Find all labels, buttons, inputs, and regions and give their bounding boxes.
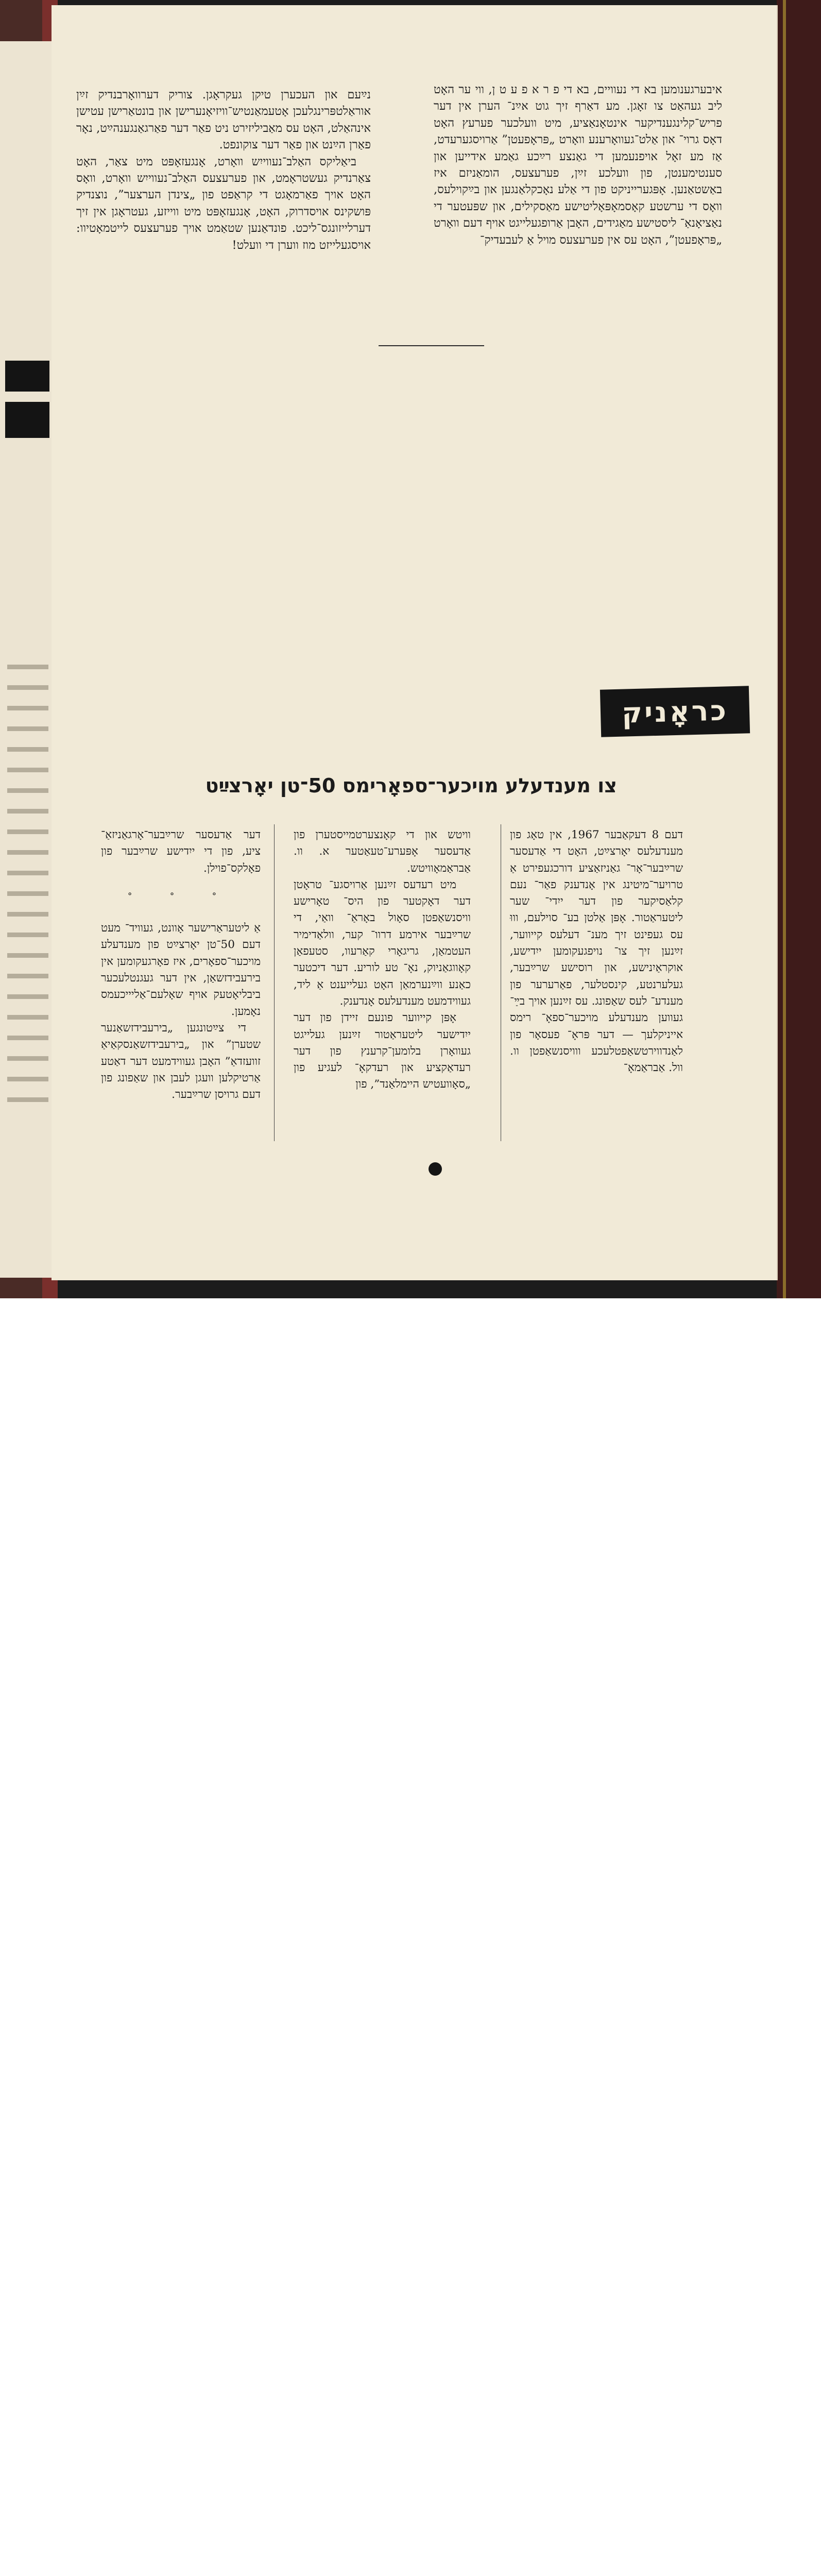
top-column-right — [434, 81, 722, 248]
facing-headline-block — [5, 402, 49, 438]
facing-text-line — [7, 706, 48, 710]
chronicle-column-left — [101, 827, 261, 1103]
facing-text-line — [7, 891, 48, 896]
facing-text-line — [7, 1097, 48, 1102]
article-headline: צו מענדעלע מויכער־ספאָרימס 50־טן יאָרצײַט — [205, 774, 617, 797]
section-divider — [379, 345, 484, 346]
facing-text-line — [7, 1015, 48, 1020]
paragraph: ביאַליקס האַלב־נעווייִש וואָרט, אָנגעזאָפּט מיט צאַר, האָט צאַרנדיק געשטראָמט, און פערעצעס האַלב־נעווייִש וואָרט, וואָס האָט אויך פאַרמאָגט די קראַפט פון „צינדן הערצער”, נוצנדיק פּושקינס אויסדרוק, האָט, אָנגעזאָפּט מיט ווייזע, געטראָגן אין זיך דערלייזונגס־ליכט. פונדאַנען שטאַמט אויך פערעצעס לייטמאָטיוו: אויסגעלייזט מוז ווערן די וועלט! — [76, 155, 371, 252]
paragraph: דעם 8 דעקאַבער 1967, אין טאָג פון מענדעלעס יאָרצײַט, האָט די אַדעסער שרײַבער־אָר־ גאַניזאַציע דורכגעפירט אַ טרויער־מיטינג אין אָנדענק פאַר־ נעם קלאַסיקער פון דער ייִדי־ שער ליטעראַטור. אָפּן אַלטן בע־ סוילעם, וווּ עס געפינט זיך מענ־ דעלעס קייווער, זײַנען זיך צו־ נויפגעקומען ייִדישע, אוקראַיִנישע, און רוסישע שרײַבער, געלערנטע, קינסטלער, פאַרערער פון מענדע־ לעס שאַפונג. עס זײַנען אויך בײַ־ געווען מענדעלע מויכער־ספאָ־ רימס אייניקלעך — דער פּראָ־ פעסאָר פון לאַנדווירטשאַפטלעכע ווויסנשאַפטן וו. וול. אַבראַמאָ־ — [510, 828, 683, 1075]
facing-text-line — [7, 994, 48, 999]
facing-text-line — [7, 933, 48, 937]
spine-gold-line — [783, 0, 786, 1298]
footer-bar — [0, 1298, 821, 1335]
facing-text-line — [7, 768, 48, 772]
paragraph: אַ ליטעראַרישער אָוונט, געוויד־ מעט דעם 50־טן יאָרצײַט פון מענדעלע מויכער־ספאָרים, איז פאָרגעקומען אין בירעבידזשאַן, אין דער געגנטלעכער ביבליאָטעק אויף שאָלעם־אַליייכעמס נאָמען. — [101, 922, 261, 1018]
facing-text-line — [7, 809, 48, 814]
paragraph: איבערגענומען בא די נעוויים, בא די פ ר א פ ע ט ן, ווי ער האָט ליב געהאַט צו זאָגן. מע דאַרף זיך גוט אײַנ־ הערן אין דער פריש־קלינגענדיקער אינטאָנאַציע, מיט וועלכער פערעץ האָט דאָס גרוי־ און אַלט־געוואָרענע וואָרט „פּראָפעטן” אַרויסגערעדט, אַז מע זאָל אויפנעמען די גאַנצע רײַכע גאַמע אידייען און סענטימענטן, פון וועלכע זײַן, פערעצעס, הומאַניזם איז באַשטאַנען. אָפּגערייניקט פון די אַלע נאָכקלאַנגען און בײַקוילעס, וואָס די ערשטע קאָסמאָפּאָליטישע מאַסקילים, און שפּעטער די נאַציאָנאַ־ ליסטישע מאַגידים, האָבן אַרופגעלייגט אויף דעם וואָרט „פּראָפעטן”, האָט עס אין פערעצעס מויל אַ לעבעדיק־ — [434, 83, 722, 247]
facing-text-line — [7, 1056, 48, 1061]
facing-text-line — [7, 871, 48, 875]
top-column-left — [76, 87, 371, 253]
facing-page-fragment — [0, 41, 52, 1278]
chronicle-logo — [600, 686, 750, 737]
facing-text-line — [7, 665, 48, 669]
facing-text-line — [7, 726, 48, 731]
paragraph: וויטש און די קאָנצערטמייסטערן פון אַדעסער אָפּערע־טעאַטער א. וו. אַבראַמאָוויטש. — [294, 828, 471, 875]
paragraph: דער אַדעסער שרײַבער־אָרגאַניזאַ־ ציע, פון די ייִדישע שרײַבער פון פאָלקס־פוילן. — [101, 828, 261, 875]
end-bullet — [429, 1162, 442, 1176]
facing-text-line — [7, 974, 48, 978]
chronicle-logo-text: כראָניק — [621, 693, 729, 730]
paragraph: אָפּן קייווער פונעם זיידן פון דער ייִדישער ליטעראַטור זײַנען געלייגט געוואָרן בלומען־קרענץ פון דער רעדאַקציע און רעדקאָ־ לעגיע פון „סאָוועטיש היימלאַנד”, פון — [294, 1011, 471, 1091]
column-rule — [274, 824, 275, 1141]
paragraph: נײַעם און העכערן טיקן געקראָגן. צוריק דערוואָרבנדיק זײַן אוראַלטפּרינגלעכן אָטעמאַנטיש־וויזיאָנערישן און בונטאַרישן עטישן אינהאַלט, האָט עס מאַביליזירט ניט פאַר דער פאַרגאַנגענהײַט, נאָר פאַרן הײַנט און פאַר דער צוקונפט. — [76, 88, 371, 152]
paragraph: די צײַטונגען „בירעבידזשאַנער שטערן” און „בירעבידזשאַנסקאַיאַ זוועזדאַ” האָבן געווידמעט דער דאַטע אַרטיקלען וועגן לעבן און שאַפונג פון דעם גרויסן שרײַבער. — [101, 1021, 261, 1101]
facing-text-line — [7, 953, 48, 958]
facing-text-line — [7, 685, 48, 690]
journal-page — [52, 5, 778, 1280]
facing-headline-block — [5, 361, 49, 392]
chronicle-column-right — [510, 827, 683, 1076]
facing-text-line — [7, 912, 48, 917]
facing-text-line — [7, 747, 48, 752]
section-stars: ° ° ° — [127, 891, 234, 902]
facing-text-line — [7, 1077, 48, 1081]
facing-text-line — [7, 788, 48, 793]
facing-text-line — [7, 1036, 48, 1040]
facing-text-line — [7, 850, 48, 855]
chronicle-column-middle — [294, 827, 471, 1093]
facing-text-line — [7, 829, 48, 834]
book-spine — [777, 0, 821, 1298]
paragraph: מיט רעדעס זײַנען אַרויסגע־ טראָטן דער דאָקטער פון היס־ טאָרישע וויסנשאַפטן סאָול באָראַ־ וואַי, די שרײַבער אירמע דרוו־ קער, וולאַדימיר העטמאַן, גריגאָרי קאַרעוו, סטעפאַן קאָווגאַניוק, נאָ־ טע לוריע. דער דיכטער כאַנע ווײַנערמאַן האָט געלייענט אַ ליד, געווידמעט מענדעלעס אָנדענק. — [294, 878, 471, 1008]
